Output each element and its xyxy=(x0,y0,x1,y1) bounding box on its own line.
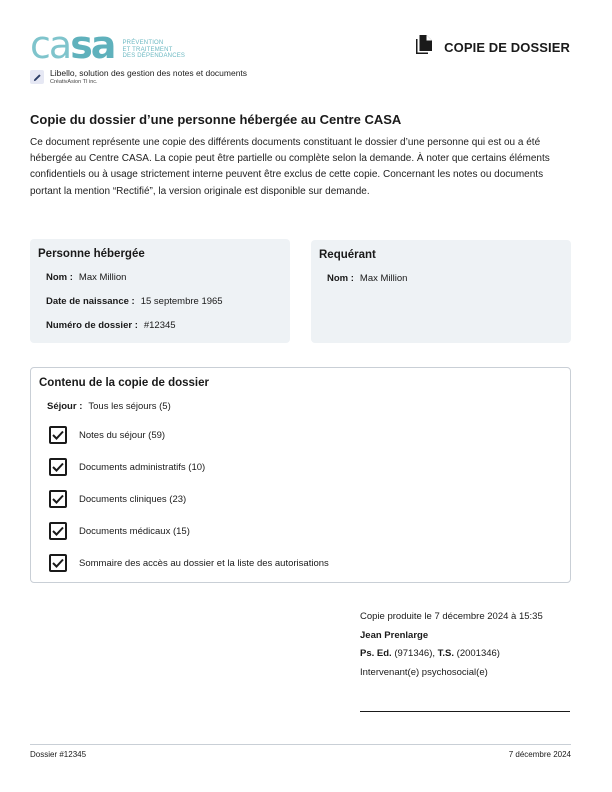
person-heading: Personne hébergée xyxy=(38,248,145,260)
page-title: Copie du dossier d’une personne hébergée au Centre CASA xyxy=(30,112,402,127)
requester-name-value: Max Million xyxy=(359,273,408,284)
contents-item-label: Documents médicaux (15) xyxy=(79,525,190,537)
cred1-value: (971346), xyxy=(394,648,435,659)
app-title: Libello, solution des gestion des notes et documents xyxy=(50,68,248,78)
logo-tagline-line: PRÉVENTION xyxy=(122,40,164,46)
logo-tagline xyxy=(122,40,185,60)
contents-item xyxy=(49,426,165,444)
contents-item xyxy=(49,554,329,572)
checkbox-checked[interactable] xyxy=(49,522,67,540)
person-name-label: Nom : xyxy=(46,272,73,283)
casa-logo xyxy=(30,23,186,67)
app-company: CréativAsion TI inc. xyxy=(50,79,98,85)
requester-heading: Requérant xyxy=(319,249,376,261)
checkbox-checked[interactable] xyxy=(49,426,67,444)
pencil-icon xyxy=(30,70,44,84)
checkbox-checked[interactable] xyxy=(49,554,67,572)
contents-heading: Contenu de la copie de dossier xyxy=(39,377,209,389)
contents-item xyxy=(49,490,186,508)
app-info xyxy=(30,68,247,86)
signer-name: Jean Prenlarge xyxy=(360,629,429,641)
signer-role: Intervenant(e) psychosocial(e) xyxy=(360,666,488,678)
cred1-label: Ps. Ed. xyxy=(360,648,392,659)
person-file-row xyxy=(46,320,176,331)
requester-card xyxy=(311,240,571,343)
logo-word-sa: sa xyxy=(70,23,115,67)
contents-item-label: Sommaire des accès au dossier et la liste des autorisations xyxy=(79,557,329,569)
stay-value: Tous les séjours (5) xyxy=(88,401,171,412)
person-dob-value: 15 septembre 1965 xyxy=(140,296,223,307)
logo-tagline-line: DES DÉPENDANCES xyxy=(122,53,186,59)
checkmark-icon xyxy=(52,430,64,440)
cred2-value: (2001346) xyxy=(456,648,500,659)
footer-file-number: Dossier #12345 xyxy=(30,750,87,759)
person-file-value: #12345 xyxy=(143,320,176,331)
copy-document-icon xyxy=(414,34,434,61)
signature-line xyxy=(360,711,570,712)
contents-item-label: Documents administratifs (10) xyxy=(79,461,206,473)
logo-wordmark xyxy=(30,23,115,67)
stay-label: Séjour : xyxy=(47,401,83,412)
doc-header-title: COPIE DE DOSSIER xyxy=(444,40,570,55)
contents-item xyxy=(49,522,190,540)
contents-item xyxy=(49,458,205,476)
contents-box xyxy=(30,367,571,583)
contents-item-label: Notes du séjour (59) xyxy=(79,429,166,441)
person-dob-row xyxy=(46,296,223,307)
checkmark-icon xyxy=(52,494,64,504)
requester-name-label: Nom : xyxy=(327,273,354,284)
checkmark-icon xyxy=(52,462,64,472)
produced-date: Copie produite le 7 décembre 2024 à 15:35 xyxy=(360,611,543,622)
person-name-row xyxy=(46,272,126,283)
checkbox-checked[interactable] xyxy=(49,458,67,476)
person-dob-label: Date de naissance : xyxy=(46,296,135,307)
signer-credentials xyxy=(360,645,572,664)
stay-row xyxy=(47,401,171,412)
intro-paragraph: Ce document représente une copie des différents documents constituant le dossier d’une personne qui est ou a été hébergée au Centre CASA. La copie peut être partielle ou complète selon la demande. À noter que certains éléments confidentiels ou à usage strictement interne peuvent être exclus de cette copie. Concernant les notes ou documents portant la mention “Rectifié”, la version originale est disponible sur demande. xyxy=(30,137,550,197)
footer-date: 7 décembre 2024 xyxy=(508,750,571,759)
person-name-value: Max Million xyxy=(78,272,127,283)
cred2-label: T.S. xyxy=(437,648,455,659)
footer-divider xyxy=(30,744,571,745)
person-card xyxy=(30,239,290,343)
logo-word-ca: ca xyxy=(30,23,71,67)
checkbox-checked[interactable] xyxy=(49,490,67,508)
signature-block xyxy=(360,608,572,682)
logo-tagline-line: ET TRAITEMENT xyxy=(122,46,173,53)
requester-name-row xyxy=(327,273,407,284)
doc-header xyxy=(414,34,570,61)
checkmark-icon xyxy=(52,558,64,568)
checkmark-icon xyxy=(52,526,64,536)
person-file-label: Numéro de dossier : xyxy=(46,320,138,331)
contents-item-label: Documents cliniques (23) xyxy=(79,493,187,505)
